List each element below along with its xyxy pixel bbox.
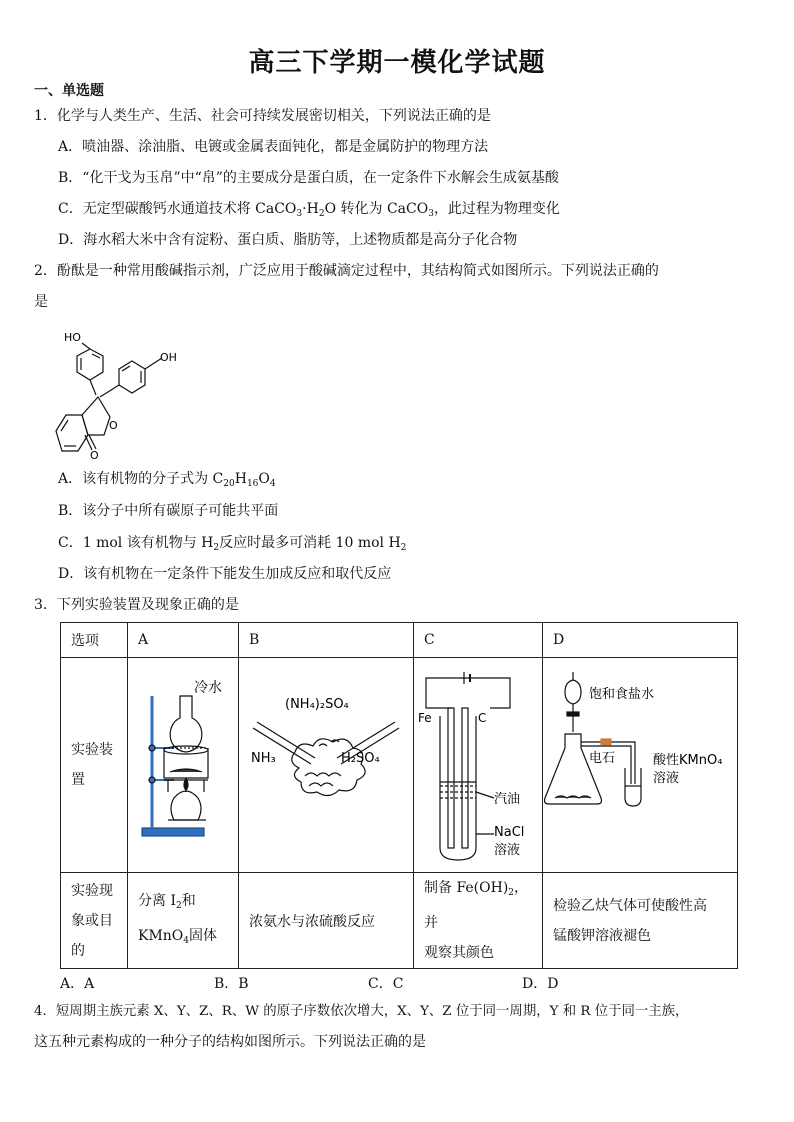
svg-text:饱和食盐水: 饱和食盐水 [589,687,655,702]
svg-text:汽油: 汽油 [494,792,521,807]
header-a: A [128,623,239,658]
acetylene-test-figure [543,658,737,868]
svg-text:NH₃: NH₃ [251,751,276,766]
q2-stem-line2: 是 [34,294,48,310]
row-label-apparatus: 实验装置 [61,658,128,873]
svg-text:O: O [109,419,118,432]
svg-text:冷水: 冷水 [194,680,222,696]
q3-stem: 3．下列实验装置及现象正确的是 [34,597,239,613]
svg-text:HO: HO [64,331,81,344]
cell-d-result: 检验乙炔气体可使酸性高 锰酸钾溶液褪色 [543,873,738,969]
table-row-result [61,873,738,969]
svg-text:H₂SO₄: H₂SO₄ [341,751,380,766]
svg-text:(NH₄)₂SO₄: (NH₄)₂SO₄ [285,697,349,712]
svg-text:溶液: 溶液 [653,771,680,786]
cell-b-result: 浓氨水与浓硫酸反应 [239,873,414,969]
svg-text:C: C [478,711,487,725]
svg-text:NaCl: NaCl [494,825,525,840]
header-b: B [239,623,414,658]
cell-c-result: 制备 $Fe(OH)_2$，并 观察其颜色 [414,873,543,969]
section-heading: 一、单选题 [34,83,104,99]
cell-a-result: 分离 $I_2$和 KMnO$_4$固体 [128,873,239,969]
q2-option-a: A．该有机物的分子式为 $C_{20}H_{16}O_4$ [58,471,276,489]
header-c: C [414,623,543,658]
q1-option-b: B．“化干戈为玉帛”中“帛”的主要成分是蛋白质，在一定条件下水解会生成氨基酸 [58,170,559,186]
table-header-row [61,623,738,658]
q2-option-c: C．1 mol 该有机物与 $H_2$反应时最多可消耗 10 mol $H_2$ [58,535,407,553]
q3-answer-c: C．C [368,976,404,992]
q2-option-d: D．该有机物在一定条件下能发生加成反应和取代反应 [58,566,392,582]
q3-answer-d: D．D [522,976,559,992]
svg-text:Fe: Fe [418,711,432,725]
sublimation-apparatus-figure [128,658,238,868]
q4-stem-line2: 这五种元素构成的一种分子的结构如图所示。下列说法正确的是 [34,1034,426,1050]
q1-option-d: D．海水稻大米中含有淀粉、蛋白质、脂肪等，上述物质都是高分子化合物 [58,232,518,248]
cell-d-figure [543,658,738,873]
header-d: D [543,623,738,658]
table-row-apparatus [61,658,738,873]
q2-option-b: B．该分子中所有碳原子可能共平面 [58,503,279,519]
cell-a-figure [128,658,239,873]
svg-text:电石: 电石 [589,751,616,766]
phenolphthalein-structure [52,325,202,460]
q1-stem: 1．化学与人类生产、生活、社会可持续发展密切相关，下列说法正确的是 [34,108,491,124]
cell-c-figure [414,658,543,873]
svg-text:酸性KMnO₄: 酸性KMnO₄ [653,753,723,768]
page-title: 高三下学期一模化学试题 [248,48,546,78]
svg-text:O: O [90,449,99,460]
cell-b-figure [239,658,414,873]
q1-option-c: C．无定型碳酸钙水通道技术将 $CaCO_3\cdot H_2O$ 转化为 CaCO$_3$，此过程为物理变化 [58,201,560,219]
q3-answer-a: A．A [60,976,95,992]
svg-text:溶液: 溶液 [494,843,521,858]
ammonia-acid-smoke-figure [239,658,413,868]
svg-text:OH: OH [160,351,177,364]
row-label-result: 实验现象或目的 [61,873,128,969]
experiment-table [60,622,738,969]
q1-option-a: A．喷油器、涂油脂、电镀或金属表面钝化，都是金属防护的物理方法 [58,139,489,155]
header-option: 选项 [61,623,128,658]
electrolysis-tube-figure [414,658,542,868]
q3-answer-b: B．B [214,976,249,992]
q2-stem-line1: 2．酚酞是一种常用酸碱指示剂，广泛应用于酸碱滴定过程中，其结构简式如图所示。下列说法正确的 [34,263,659,279]
q4-stem-line1: 4．短周期主族元素 X、Y、Z、R、W 的原子序数依次增大，X、Y、Z 位于同一周期，Y 和 R 位于同一主族， [34,1004,689,1019]
